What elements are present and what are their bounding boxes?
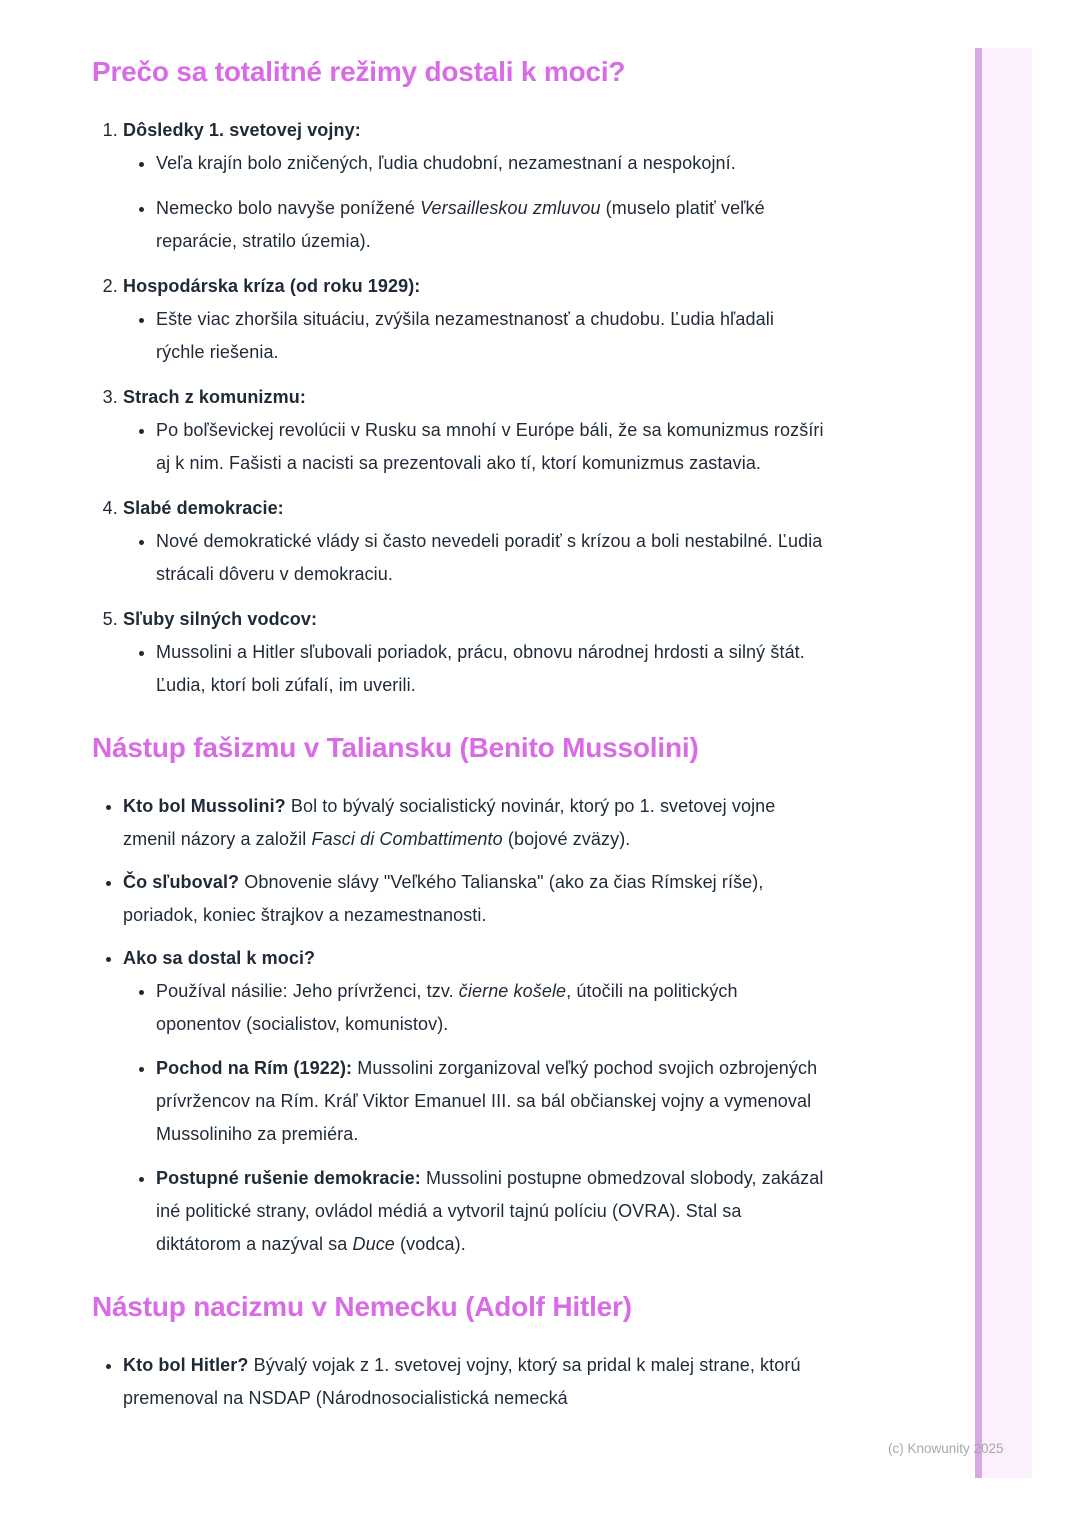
text-run: Bývalý vojak z 1. svetovej vojny, ktorý sa pridal k malej strane, ktorú premenoval na NSDAP (Národnosocialistická nemecká (123, 1355, 801, 1408)
list-item-title: Strach z komunizmu: (123, 387, 306, 407)
numbered-list (92, 114, 826, 702)
italic-text: Fasci di Combattimento (311, 829, 503, 849)
bullet-item (156, 192, 826, 258)
italic-text: čierne košele (458, 981, 567, 1001)
list-item-title: Dôsledky 1. svetovej vojny: (123, 120, 361, 140)
text-run: (vodca). (394, 1234, 466, 1254)
bullet-item (156, 636, 826, 702)
text-run: Mussolini zorganizoval veľký pochod svojich ozbrojených prívržencov na Rím. Kráľ Viktor Emanuel III. sa bál občianskej vojny a vymenoval Mussoliniho za premiéra. (156, 1058, 818, 1144)
bold-text: Kto bol Hitler? (123, 1355, 249, 1375)
text-run: (muselo platiť veľké reparácie, stratilo územia). (156, 198, 765, 251)
list-item (123, 603, 826, 702)
list-item-title: Sľuby silných vodcov: (123, 609, 318, 629)
sub-bullet-list (123, 975, 826, 1261)
list-item (123, 114, 826, 258)
bold-text: Ako sa dostal k moci? (123, 948, 316, 968)
text-run: Mussolini postupne obmedzoval slobody, zakázal iné politické strany, ovládol médiá a vytvoril tajnú políciu (OVRA). Stal sa diktátorom a nazýval sa (156, 1168, 824, 1254)
list-item (123, 270, 826, 369)
list-item-title: Hospodárska kríza (od roku 1929): (123, 276, 421, 296)
italic-text: Versailleskou zmluvou (420, 198, 601, 218)
bullet-list (123, 636, 826, 702)
bullet-list (123, 303, 826, 369)
text-run: , útočili na politických oponentov (socialistov, komunistov). (156, 981, 738, 1034)
copyright-watermark: (c) Knowunity 2025 (888, 1441, 1004, 1456)
italic-text: Duce (352, 1234, 395, 1254)
bullet-list (92, 790, 826, 1261)
bold-text: Pochod na Rím (1922): (156, 1058, 353, 1078)
text-run: Obnovenie slávy "Veľkého Talianska" (ako za čias Rímskej ríše), poriadok, koniec štrajkov a nezamestnanosti. (123, 872, 764, 925)
text-run: Bol to bývalý socialistický novinár, ktorý po 1. svetovej vojne zmenil názory a založil (123, 796, 776, 849)
text-run: Ešte viac zhoršila situáciu, zvýšila nezamestnanosť a chudobu. Ľudia hľadali rýchle riešenia. (156, 309, 774, 362)
list-item (123, 381, 826, 480)
bullet-item (156, 303, 826, 369)
bold-text: Postupné rušenie demokracie: (156, 1168, 421, 1188)
text-run: (bojové zväzy). (502, 829, 631, 849)
bullet-item (123, 1349, 826, 1415)
bullet-item (156, 525, 826, 591)
text-run: Po boľševickej revolúcii v Rusku sa mnohí v Európe báli, že sa komunizmus rozšíri aj k nim. Fašisti a nacisti sa prezentovali ako tí, ktorí komunizmus zastavia. (156, 420, 824, 473)
sub-bullet-item (156, 1052, 826, 1151)
page-edge-strip (975, 48, 1032, 1478)
document-content (92, 54, 826, 1425)
bullet-list (92, 1349, 826, 1415)
bold-text: Kto bol Mussolini? (123, 796, 286, 816)
text-run: Používal násilie: Jeho prívrženci, tzv. (156, 981, 459, 1001)
section-heading: Nástup nacizmu v Nemecku (Adolf Hitler) (92, 1291, 632, 1322)
bullet-item (156, 414, 826, 480)
section-heading: Nástup fašizmu v Taliansku (Benito Mussolini) (92, 732, 699, 763)
text-run: Veľa krajín bolo zničených, ľudia chudobní, nezamestnaní a nespokojní. (156, 153, 736, 173)
sub-bullet-item (156, 975, 826, 1041)
bullet-item (123, 790, 826, 856)
list-item (123, 492, 826, 591)
bullet-list (123, 525, 826, 591)
bullet-item (123, 866, 826, 932)
bold-text: Čo sľuboval? (123, 872, 240, 892)
text-run: Nové demokratické vlády si často nevedeli poradiť s krízou a boli nestabilné. Ľudia strácali dôveru v demokraciu. (156, 531, 823, 584)
bullet-item (123, 942, 826, 1261)
bullet-item (156, 147, 826, 180)
list-item-title: Slabé demokracie: (123, 498, 284, 518)
bullet-list (123, 414, 826, 480)
text-run: Mussolini a Hitler sľubovali poriadok, prácu, obnovu národnej hrdosti a silný štát. Ľudia, ktorí boli zúfalí, im uverili. (156, 642, 805, 695)
sub-bullet-item (156, 1162, 826, 1261)
text-run: Nemecko bolo navyše ponížené (156, 198, 421, 218)
bullet-list (123, 147, 826, 258)
section-heading: Prečo sa totalitné režimy dostali k moci? (92, 56, 626, 87)
